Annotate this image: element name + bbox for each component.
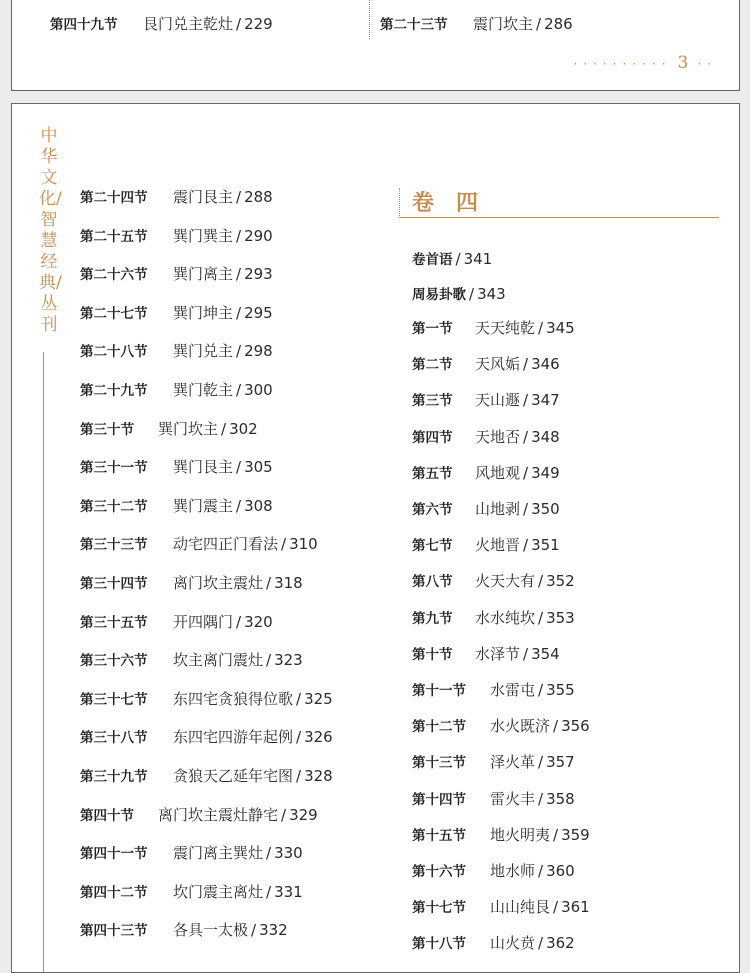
page-ref: 330 [274, 844, 303, 863]
separator: / [553, 898, 559, 917]
page-ref: 286 [544, 15, 573, 33]
separator: / [553, 825, 559, 844]
separator: / [523, 391, 529, 410]
page-ref: 360 [546, 862, 575, 880]
page-ref: 352 [546, 572, 575, 591]
toc-entry[interactable] [80, 342, 273, 361]
section-title: 巽门巽主 [173, 226, 234, 245]
section-title: 巽门离主 [173, 265, 234, 284]
section-title: 坎门震主离灶 [173, 882, 264, 901]
toc-entry[interactable] [80, 265, 273, 284]
section-label: 第十三节 [412, 755, 466, 772]
series-title: 中华文化/智慧经典/丛刊 [39, 126, 62, 335]
section-label: 第十五节 [412, 827, 466, 844]
previous-page [11, 0, 740, 91]
toc-entry[interactable] [80, 381, 273, 400]
section-label: 第三十七节 [80, 691, 148, 708]
section-title: 风地观 [475, 463, 521, 482]
section-label: 第三十九节 [80, 769, 148, 785]
separator: / [523, 463, 529, 482]
page-ref: 353 [546, 608, 575, 627]
toc-entry[interactable] [80, 651, 303, 670]
volume-marker-rule [399, 188, 400, 218]
separator: / [538, 934, 544, 953]
page-ref: 356 [561, 717, 590, 736]
toc-entry[interactable] [80, 535, 318, 554]
section-label: 第四十九节 [50, 17, 118, 33]
separator: / [236, 265, 242, 284]
page-ref: 300 [244, 381, 273, 399]
separator: / [536, 15, 542, 33]
section-label: 第二十六节 [80, 267, 148, 284]
page-ref: 329 [289, 805, 318, 824]
section-label: 第三十二节 [80, 498, 148, 515]
section-label: 周易卦歌 [412, 287, 466, 303]
toc-entry[interactable] [412, 645, 560, 664]
section-label: 第四十一节 [80, 846, 148, 863]
page-ref: 359 [561, 825, 590, 844]
page-ref: 332 [259, 921, 288, 940]
section-title: 天山遯 [475, 391, 521, 410]
section-title: 东四宅贪狼得位歌 [173, 689, 294, 708]
section-label: 第二节 [412, 357, 453, 374]
section-label: 第十二节 [412, 719, 466, 736]
page-ref: 290 [244, 226, 273, 245]
section-title: 震门离主巽灶 [173, 844, 264, 863]
section-title: 震门艮主 [173, 188, 234, 206]
separator: / [538, 681, 544, 699]
section-label: 第九节 [412, 610, 453, 627]
separator: / [236, 458, 242, 477]
toc-entry[interactable] [80, 844, 303, 863]
section-label: 第三十四节 [80, 576, 148, 592]
toc-entry[interactable] [412, 681, 575, 700]
side-rule [43, 352, 44, 972]
section-label: 第三节 [412, 393, 453, 410]
section-title: 开四隅门 [173, 612, 234, 631]
section-title: 各具一太极 [173, 921, 249, 940]
section-label: 第十六节 [412, 864, 466, 880]
separator: / [523, 500, 529, 518]
toc-entry[interactable] [380, 15, 573, 34]
separator: / [538, 753, 544, 772]
separator: / [221, 419, 227, 438]
separator: / [455, 250, 461, 268]
page-ref: 362 [546, 934, 575, 953]
section-label: 第二十四节 [80, 190, 148, 206]
section-title: 巽门乾主 [173, 381, 234, 399]
toc-entry[interactable] [80, 690, 333, 709]
section-label: 第十七节 [412, 900, 466, 917]
toc-entry[interactable] [412, 250, 492, 269]
toc-entry[interactable] [412, 898, 590, 917]
page-ref: 357 [546, 753, 575, 772]
page-ref: 358 [546, 789, 575, 808]
section-label: 第二十九节 [80, 383, 148, 399]
section-title: 震门坎主 [473, 15, 534, 33]
separator: / [266, 574, 272, 592]
separator: / [236, 226, 242, 245]
page-ref: 288 [244, 188, 273, 206]
section-title: 离门坎主震灶静宅 [158, 805, 279, 824]
separator: / [469, 285, 475, 303]
section-label: 第四十三节 [80, 923, 148, 940]
page-ref: 354 [531, 644, 560, 663]
section-title: 巽门坤主 [173, 303, 234, 322]
section-label: 第六节 [412, 502, 453, 518]
toc-entry[interactable] [412, 790, 575, 809]
separator: / [296, 689, 302, 708]
toc-entry[interactable] [412, 355, 560, 374]
separator: / [281, 805, 287, 824]
section-title: 巽门震主 [173, 496, 234, 515]
section-title: 巽门坎主 [158, 419, 219, 438]
section-label: 第二十七节 [80, 305, 148, 322]
toc-entry[interactable] [80, 613, 273, 632]
page-ref: 355 [546, 681, 575, 699]
toc-entry[interactable] [412, 428, 560, 447]
section-title: 东四宅四游年起例 [173, 728, 294, 747]
section-title: 水泽节 [475, 644, 521, 663]
separator: / [523, 427, 529, 446]
volume-heading: 卷四 [412, 190, 501, 216]
separator: / [296, 728, 302, 747]
separator: / [236, 15, 242, 33]
toc-entry[interactable] [80, 420, 258, 439]
toc-entry[interactable] [80, 458, 273, 477]
separator: / [538, 862, 544, 880]
separator: / [266, 844, 272, 863]
toc-entry[interactable] [80, 728, 333, 747]
page-ref: 331 [274, 882, 303, 901]
toc-entry[interactable] [412, 826, 590, 845]
current-page [11, 103, 740, 973]
page-ref: 325 [304, 689, 333, 708]
toc-entry[interactable] [80, 497, 273, 516]
page-ref: 348 [531, 427, 560, 446]
page-ref: 343 [477, 285, 506, 303]
section-label: 第十节 [412, 646, 453, 663]
page-ref: 310 [289, 535, 318, 554]
section-label: 第三十六节 [80, 653, 148, 670]
separator: / [296, 767, 302, 785]
page-ref: 349 [531, 463, 560, 482]
section-label: 第四十二节 [80, 884, 148, 901]
toc-entry[interactable] [412, 464, 560, 483]
page-ref: 229 [244, 15, 273, 33]
toc-entry[interactable] [412, 285, 506, 304]
toc-entry[interactable] [80, 767, 333, 786]
toc-entry[interactable] [80, 574, 303, 593]
section-label: 第二十三节 [380, 17, 448, 33]
section-title: 天风姤 [475, 355, 521, 374]
toc-entry[interactable] [412, 934, 575, 953]
toc-entry[interactable] [412, 753, 575, 772]
section-title: 水水纯坎 [475, 608, 536, 627]
section-label: 第三十五节 [80, 614, 148, 631]
section-title: 地水师 [490, 862, 536, 880]
separator: / [538, 319, 544, 337]
separator: / [266, 882, 272, 901]
page-ref: 302 [229, 419, 258, 438]
page-number: 3 [677, 53, 692, 73]
page-ref: 293 [244, 265, 273, 284]
section-label: 第四十节 [80, 807, 134, 824]
section-label: 第八节 [412, 574, 453, 591]
separator: / [553, 717, 559, 736]
separator: / [538, 789, 544, 808]
page-ref: 320 [244, 612, 273, 631]
separator: / [236, 496, 242, 515]
dotted-leader: ·········· [573, 57, 672, 71]
separator: / [538, 572, 544, 591]
section-title: 动宅四正门看法 [173, 535, 279, 554]
section-title: 地火明夷 [490, 825, 551, 844]
toc-entry[interactable] [80, 304, 273, 323]
section-title: 贪狼天乙延年宅图 [173, 767, 294, 785]
section-title: 艮门兑主乾灶 [143, 15, 234, 33]
volume-heading-rule [399, 217, 719, 218]
toc-entry[interactable] [412, 500, 560, 519]
page-ref: 361 [561, 898, 590, 917]
toc-entry[interactable] [412, 572, 575, 591]
separator: / [236, 381, 242, 399]
separator: / [236, 188, 242, 206]
section-title: 水雷屯 [490, 681, 536, 699]
toc-entry[interactable] [412, 536, 560, 555]
section-title: 火地晋 [475, 536, 521, 555]
toc-entry[interactable] [412, 319, 575, 338]
toc-entry[interactable] [412, 862, 575, 881]
toc-entry[interactable] [50, 15, 273, 34]
toc-entry[interactable] [80, 188, 273, 207]
section-label: 第二十五节 [80, 228, 148, 245]
section-label: 第一节 [412, 321, 453, 337]
section-title: 离门坎主震灶 [173, 574, 264, 592]
section-label: 第三十一节 [80, 460, 148, 477]
separator: / [523, 644, 529, 663]
separator: / [236, 303, 242, 322]
section-label: 第三十三节 [80, 537, 148, 554]
separator: / [236, 342, 242, 361]
page-ref: 350 [531, 500, 560, 518]
section-title: 天天纯乾 [475, 319, 536, 337]
section-label: 第十一节 [412, 683, 466, 699]
separator: / [266, 651, 272, 670]
page-ref: 318 [274, 574, 303, 592]
page-ref: 346 [531, 355, 560, 374]
section-label: 第四节 [412, 429, 453, 446]
toc-entry[interactable] [412, 391, 560, 410]
section-title: 巽门艮主 [173, 458, 234, 477]
separator: / [236, 612, 242, 631]
page-ref: 328 [304, 767, 333, 785]
section-title: 巽门兑主 [173, 342, 234, 361]
section-label: 第五节 [412, 465, 453, 482]
page-ref: 341 [463, 250, 493, 268]
page-number-footer [573, 53, 717, 73]
section-title: 火天大有 [475, 572, 536, 591]
separator: / [251, 921, 257, 940]
section-label: 第三十节 [80, 421, 134, 438]
page-ref: 347 [531, 391, 560, 410]
section-title: 山山纯艮 [490, 898, 551, 917]
section-title: 水火既济 [490, 717, 551, 736]
toc-entry[interactable] [80, 227, 273, 246]
page-ref: 323 [274, 651, 303, 670]
separator: / [538, 608, 544, 627]
section-label: 第二十八节 [80, 344, 148, 361]
section-label: 第七节 [412, 538, 453, 555]
dotted-leader: ·· [697, 57, 717, 71]
section-label: 第十八节 [412, 936, 466, 953]
separator: / [281, 535, 287, 554]
column-divider [369, 0, 370, 39]
page-ref: 295 [244, 303, 273, 322]
page-ref: 326 [304, 728, 333, 747]
separator: / [523, 536, 529, 555]
page-ref: 308 [244, 496, 273, 515]
toc-entry[interactable] [412, 717, 590, 736]
section-label: 第十四节 [412, 791, 466, 808]
page-ref: 351 [531, 536, 560, 555]
section-title: 泽火革 [490, 753, 536, 772]
page-ref: 305 [244, 458, 273, 477]
section-title: 山地剥 [475, 500, 521, 518]
section-title: 山火贲 [490, 934, 536, 953]
page-ref: 298 [244, 342, 273, 361]
section-title: 坎主离门震灶 [173, 651, 264, 670]
section-label: 卷首语 [412, 252, 453, 268]
separator: / [523, 355, 529, 374]
section-label: 第三十八节 [80, 730, 148, 747]
toc-entry[interactable] [80, 806, 318, 825]
toc-entry[interactable] [80, 883, 303, 902]
toc-entry[interactable] [412, 609, 575, 628]
page-ref: 345 [546, 319, 575, 337]
section-title: 天地否 [475, 427, 521, 446]
section-title: 雷火丰 [490, 789, 536, 808]
toc-entry[interactable] [80, 921, 288, 940]
